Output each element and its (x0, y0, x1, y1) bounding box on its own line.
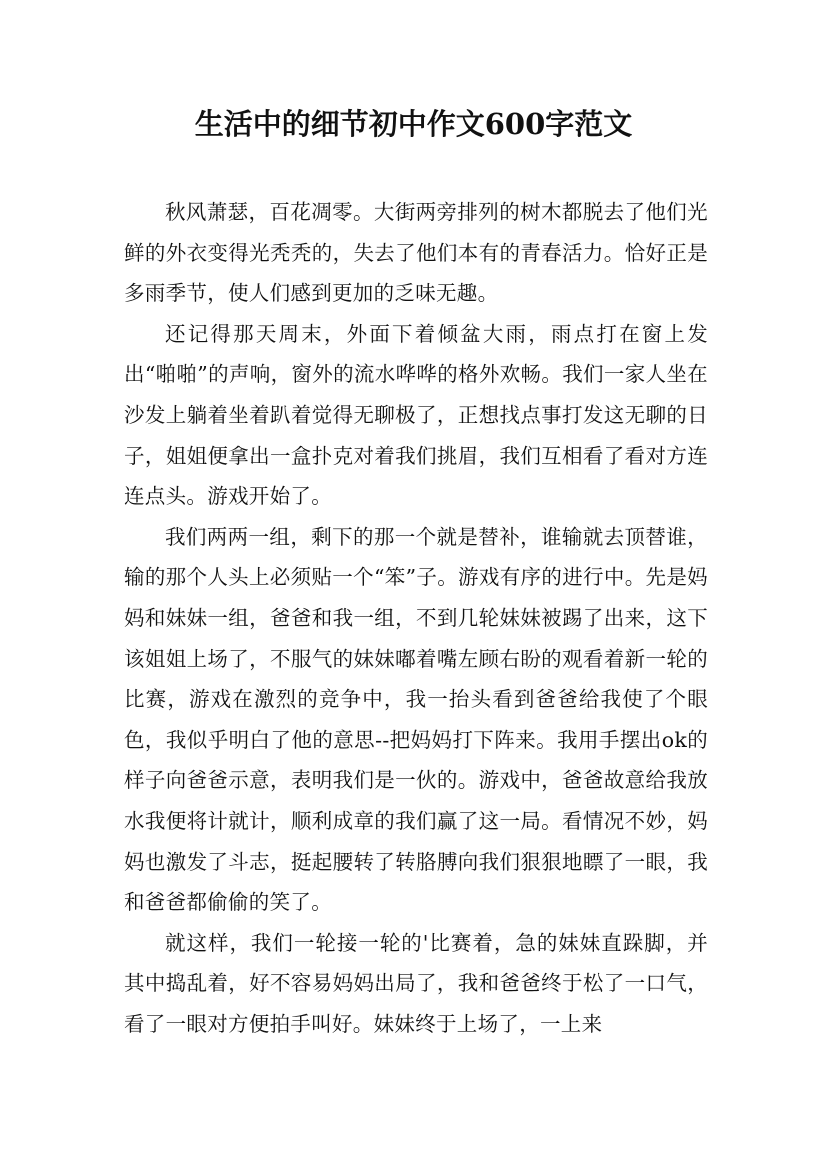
page-title: 生活中的细节初中作文600字范文 (194, 107, 633, 141)
paragraph: 就这样，我们一轮接一轮的'比赛着，急的妹妹直跺脚，并其中捣乱着，好不容易妈妈出局了，我和爸爸终于松了一口气，看了一眼对方便拍手叫好。妹妹终于上场了，一上来 (124, 930, 708, 1036)
paragraph: 秋风萧瑟，百花凋零。大街两旁排列的树木都脱去了他们光鲜的外衣变得光秃秃的，失去了他们本有的青春活力。恰好正是多雨季节，使人们感到更加的乏味无趣。 (124, 200, 708, 306)
essay-body (124, 192, 708, 1044)
paragraph: 还记得那天周末，外面下着倾盆大雨，雨点打在窗上发出“啪啪”的声响，窗外的流水哗哗的格外欢畅。我们一家人坐在沙发上躺着坐着趴着觉得无聊极了，正想找点事打发这无聊的日子，姐姐便拿出一盒扑克对着我们挑眉，我们互相看了看对方连连点头。游戏开始了。 (124, 321, 708, 509)
paragraph: 我们两两一组，剩下的那一个就是替补，谁输就去顶替谁，输的那个人头上必须贴一个“笨”子。游戏有序的进行中。先是妈妈和妹妹一组，爸爸和我一组，不到几轮妹妹被踢了出来，这下该姐姐上场了，不服气的妹妹嘟着嘴左顾右盼的观看着新一轮的比赛，游戏在激烈的竞争中，我一抬头看到爸爸给我使了个眼色，我似乎明白了他的意思--把妈妈打下阵来。我用手摆出ok的样子向爸爸示意，表明我们是一伙的。游戏中，爸爸故意给我放水我便将计就计，顺利成章的我们赢了这一局。看情况不妙，妈妈也激发了斗志，挺起腰转了转胳膊向我们狠狠地瞟了一眼，我和爸爸都偷偷的笑了。 (124, 524, 708, 915)
